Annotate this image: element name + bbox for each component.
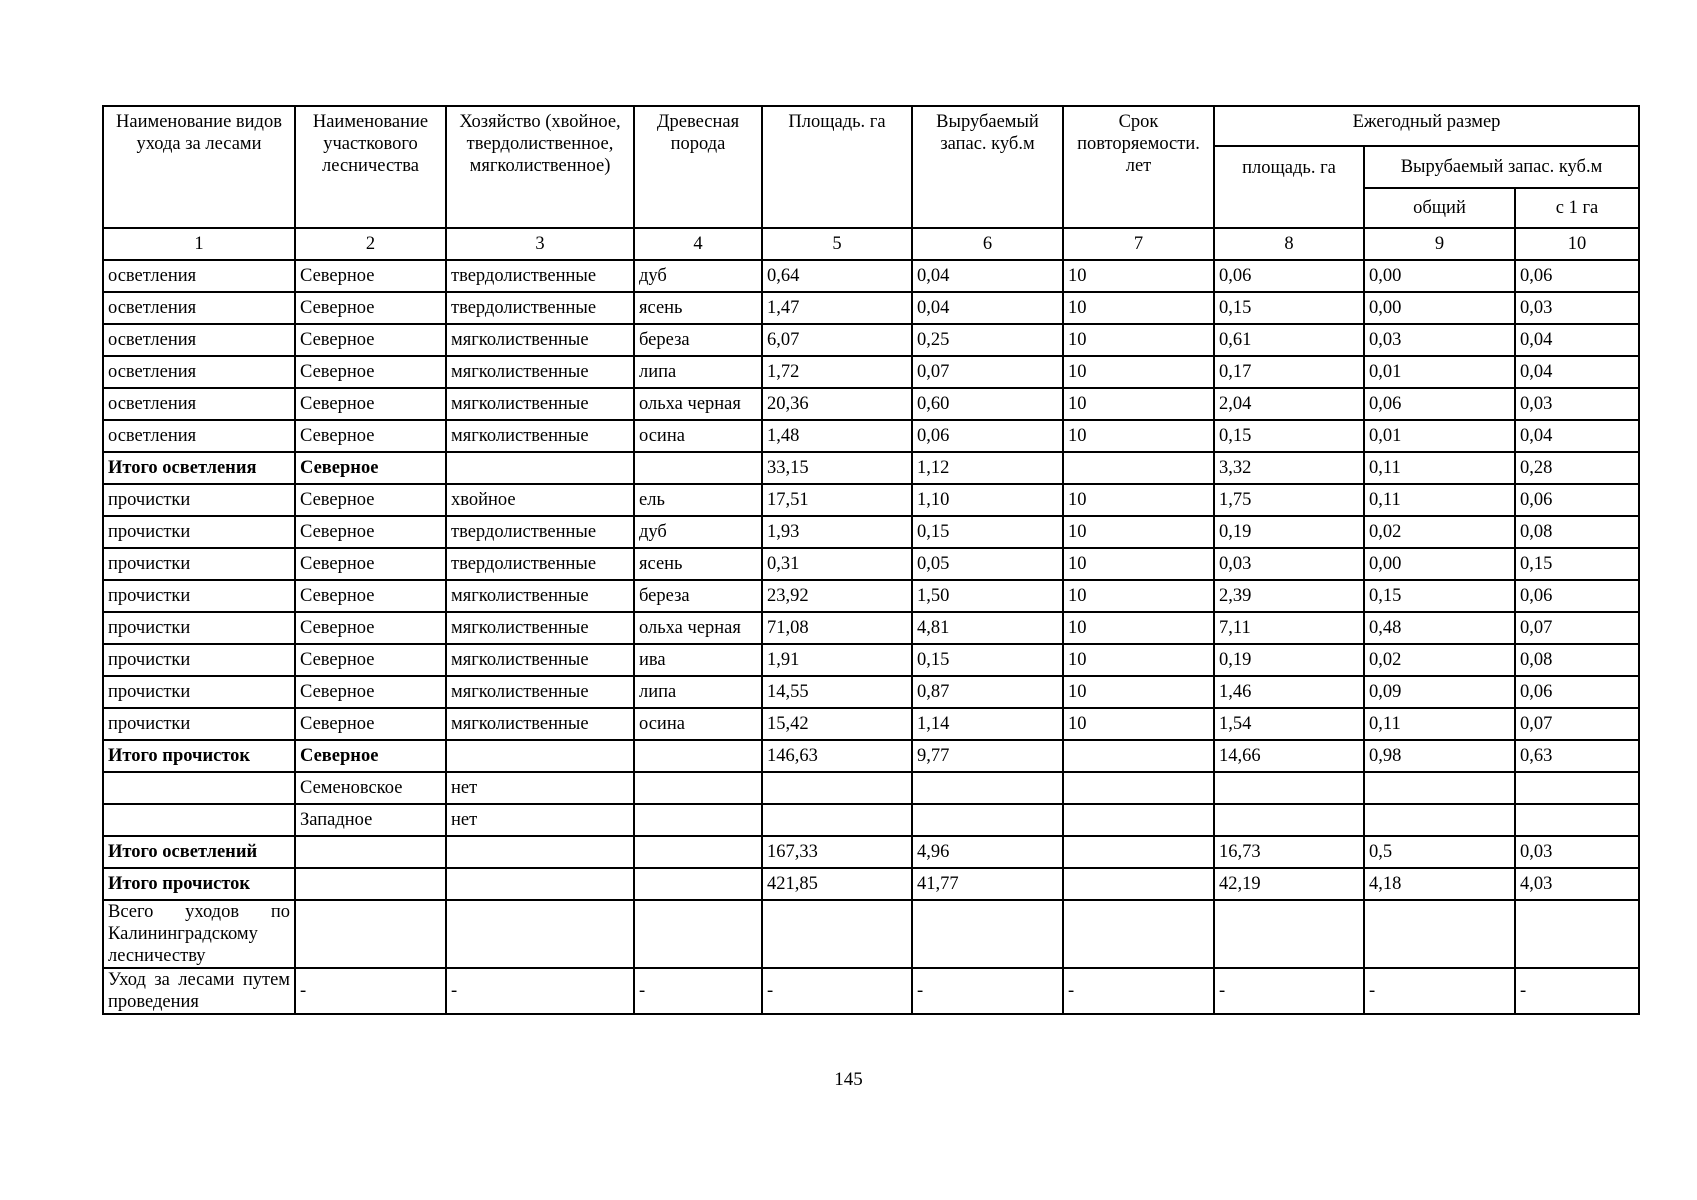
table-cell xyxy=(634,868,762,900)
table-cell: Итого осветления xyxy=(103,452,295,484)
table-total-row xyxy=(103,452,1639,484)
table-cell: Северное xyxy=(295,740,446,772)
table-cell: 0,03 xyxy=(1515,388,1639,420)
table-cell: 0,01 xyxy=(1364,420,1515,452)
table-cell xyxy=(634,804,762,836)
table-cell: 1,48 xyxy=(762,420,912,452)
table-cell: 17,51 xyxy=(762,484,912,516)
table-cell: 0,02 xyxy=(1364,644,1515,676)
table-cell: твердолиственные xyxy=(446,548,634,580)
column-number: 5 xyxy=(762,228,912,260)
header-forestry-district: Наименование участкового лесничества xyxy=(295,106,446,228)
table-row xyxy=(103,900,1639,968)
table-cell: мягколиственные xyxy=(446,420,634,452)
table-cell: хвойное xyxy=(446,484,634,516)
table-cell: 4,03 xyxy=(1515,868,1639,900)
table-cell: Итого осветлений xyxy=(103,836,295,868)
table-cell: прочистки xyxy=(103,644,295,676)
table-total-row xyxy=(103,868,1639,900)
table-row xyxy=(103,548,1639,580)
table-cell xyxy=(912,804,1063,836)
table-cell: 20,36 xyxy=(762,388,912,420)
table-cell xyxy=(634,740,762,772)
table-cell: 0,28 xyxy=(1515,452,1639,484)
table-cell xyxy=(446,868,634,900)
column-number: 1 xyxy=(103,228,295,260)
table-row xyxy=(103,804,1639,836)
table-cell xyxy=(1364,900,1515,968)
table-cell: ольха черная xyxy=(634,612,762,644)
table-cell: осветления xyxy=(103,292,295,324)
table-cell: осина xyxy=(634,420,762,452)
table-cell: осветления xyxy=(103,356,295,388)
table-cell: - xyxy=(446,968,634,1014)
table-cell: липа xyxy=(634,356,762,388)
header-area: Площадь. га xyxy=(762,106,912,228)
table-cell: Северное xyxy=(295,676,446,708)
table-cell xyxy=(634,836,762,868)
table-cell: 0,06 xyxy=(1515,676,1639,708)
table-cell: мягколиственные xyxy=(446,580,634,612)
table-cell: 1,72 xyxy=(762,356,912,388)
table-cell: 421,85 xyxy=(762,868,912,900)
table-cell: твердолиственные xyxy=(446,292,634,324)
table-cell: 0,01 xyxy=(1364,356,1515,388)
table-cell xyxy=(295,868,446,900)
table-cell: 146,63 xyxy=(762,740,912,772)
table-cell: 1,54 xyxy=(1214,708,1364,740)
table-row xyxy=(103,676,1639,708)
table-cell xyxy=(1063,836,1214,868)
table-cell xyxy=(1063,804,1214,836)
table-cell: Северное xyxy=(295,356,446,388)
table-cell: 0,06 xyxy=(1515,260,1639,292)
table-row xyxy=(103,324,1639,356)
table-cell xyxy=(912,772,1063,804)
table-row xyxy=(103,388,1639,420)
header-tree-species: Древесная порода xyxy=(634,106,762,228)
table-cell: 10 xyxy=(1063,356,1214,388)
table-cell: мягколиственные xyxy=(446,676,634,708)
header-repeat-period: Срок повторяемости. лет xyxy=(1063,106,1214,228)
header-economy: Хозяйство (хвойное, твердолиственное, мягколиственное) xyxy=(446,106,634,228)
table-cell: 10 xyxy=(1063,420,1214,452)
table-cell: 0,98 xyxy=(1364,740,1515,772)
table-cell: - xyxy=(1063,968,1214,1014)
table-cell: Северное xyxy=(295,708,446,740)
table-cell: ясень xyxy=(634,548,762,580)
table-cell: 0,19 xyxy=(1214,644,1364,676)
table-row xyxy=(103,292,1639,324)
table-cell: 0,11 xyxy=(1364,708,1515,740)
table-cell xyxy=(634,772,762,804)
page-number: 145 xyxy=(834,1069,863,1090)
table-cell xyxy=(634,900,762,968)
table-cell: осветления xyxy=(103,260,295,292)
table-cell: 0,06 xyxy=(1214,260,1364,292)
column-number: 10 xyxy=(1515,228,1639,260)
table-cell: ель xyxy=(634,484,762,516)
header-annual-volume: Вырубаемый запас. куб.м xyxy=(1364,146,1639,188)
table-cell: 0,06 xyxy=(1515,580,1639,612)
table-cell: 0,05 xyxy=(912,548,1063,580)
table-cell: 0,02 xyxy=(1364,516,1515,548)
table-cell: Северное xyxy=(295,612,446,644)
table-cell: - xyxy=(912,968,1063,1014)
table-cell: твердолиственные xyxy=(446,260,634,292)
column-number: 3 xyxy=(446,228,634,260)
table-cell xyxy=(103,804,295,836)
table-cell xyxy=(912,900,1063,968)
table-cell xyxy=(1063,452,1214,484)
column-number: 4 xyxy=(634,228,762,260)
table-cell: прочистки xyxy=(103,676,295,708)
table-cell: 4,96 xyxy=(912,836,1063,868)
table-cell: Северное xyxy=(295,324,446,356)
header-care-type: Наименование видов ухода за лесами xyxy=(103,106,295,228)
table-cell: 0,03 xyxy=(1515,292,1639,324)
table-cell xyxy=(1063,740,1214,772)
table-cell: 7,11 xyxy=(1214,612,1364,644)
table-cell xyxy=(1063,868,1214,900)
table-cell xyxy=(1515,772,1639,804)
table-cell: 0,07 xyxy=(1515,708,1639,740)
table-cell: 0,15 xyxy=(1214,420,1364,452)
table-cell xyxy=(1063,772,1214,804)
table-cell: 14,66 xyxy=(1214,740,1364,772)
table-cell: 0,31 xyxy=(762,548,912,580)
table-cell: Северное xyxy=(295,420,446,452)
table-cell: прочистки xyxy=(103,580,295,612)
table-cell: нет xyxy=(446,804,634,836)
column-number-row xyxy=(103,228,1639,260)
table-cell xyxy=(446,452,634,484)
table-cell: 0,15 xyxy=(1515,548,1639,580)
table-cell: Северное xyxy=(295,644,446,676)
table-cell: 10 xyxy=(1063,292,1214,324)
header-annual-volume-per-ha: с 1 га xyxy=(1515,188,1639,228)
table-cell xyxy=(446,900,634,968)
table-cell: 0,03 xyxy=(1214,548,1364,580)
table-cell: 1,50 xyxy=(912,580,1063,612)
table-cell: Всего уходов по Калининградскому лесничеству xyxy=(103,900,295,968)
table-cell: 0,19 xyxy=(1214,516,1364,548)
table-cell: 71,08 xyxy=(762,612,912,644)
table-cell: 42,19 xyxy=(1214,868,1364,900)
table-cell: 0,07 xyxy=(1515,612,1639,644)
table-cell: Северное xyxy=(295,388,446,420)
table-cell: Северное xyxy=(295,516,446,548)
table-cell: Семеновское xyxy=(295,772,446,804)
table-cell xyxy=(1515,804,1639,836)
table-cell: 0,61 xyxy=(1214,324,1364,356)
table-cell: 0,00 xyxy=(1364,260,1515,292)
column-number: 7 xyxy=(1063,228,1214,260)
table-cell: 0,15 xyxy=(1214,292,1364,324)
table-cell: мягколиственные xyxy=(446,708,634,740)
table-cell: - xyxy=(762,968,912,1014)
table-cell: 0,04 xyxy=(912,260,1063,292)
table-cell xyxy=(1364,772,1515,804)
table-cell: - xyxy=(1364,968,1515,1014)
table-cell: 15,42 xyxy=(762,708,912,740)
table-cell: мягколиственные xyxy=(446,612,634,644)
table-cell: прочистки xyxy=(103,708,295,740)
table-cell: береза xyxy=(634,580,762,612)
table-cell: 0,06 xyxy=(1515,484,1639,516)
table-cell: 0,09 xyxy=(1364,676,1515,708)
table-cell: 10 xyxy=(1063,548,1214,580)
table-cell: осветления xyxy=(103,420,295,452)
table-cell: 1,10 xyxy=(912,484,1063,516)
table-cell: Итого прочисток xyxy=(103,868,295,900)
table-cell: береза xyxy=(634,324,762,356)
table-cell: нет xyxy=(446,772,634,804)
table-cell: Итого прочисток xyxy=(103,740,295,772)
table-row xyxy=(103,516,1639,548)
table-cell: 0,03 xyxy=(1364,324,1515,356)
table-cell: мягколиственные xyxy=(446,644,634,676)
table-cell: дуб xyxy=(634,260,762,292)
table-cell: 167,33 xyxy=(762,836,912,868)
table-cell: твердолиственные xyxy=(446,516,634,548)
table-row xyxy=(103,612,1639,644)
table-cell: 0,5 xyxy=(1364,836,1515,868)
table-cell: 0,00 xyxy=(1364,292,1515,324)
table-cell: 0,03 xyxy=(1515,836,1639,868)
table-total-row xyxy=(103,740,1639,772)
table-cell: 1,47 xyxy=(762,292,912,324)
header-annual-area: площадь. га xyxy=(1214,146,1364,228)
table-cell: Северное xyxy=(295,292,446,324)
table-cell: прочистки xyxy=(103,516,295,548)
table-cell: ива xyxy=(634,644,762,676)
table-cell: осина xyxy=(634,708,762,740)
column-number: 2 xyxy=(295,228,446,260)
table-cell xyxy=(762,900,912,968)
table-cell: 0,07 xyxy=(912,356,1063,388)
table-cell: 0,15 xyxy=(912,516,1063,548)
table-row xyxy=(103,772,1639,804)
table-cell: прочистки xyxy=(103,484,295,516)
table-cell: 0,64 xyxy=(762,260,912,292)
table-cell xyxy=(1214,804,1364,836)
table-cell: 10 xyxy=(1063,580,1214,612)
column-number: 6 xyxy=(912,228,1063,260)
table-cell xyxy=(634,452,762,484)
table-cell: 4,18 xyxy=(1364,868,1515,900)
table-cell: 41,77 xyxy=(912,868,1063,900)
table-row xyxy=(103,580,1639,612)
table-cell: дуб xyxy=(634,516,762,548)
header-harvest-volume: Вырубаемый запас. куб.м xyxy=(912,106,1063,228)
table-cell: 2,04 xyxy=(1214,388,1364,420)
table-cell: прочистки xyxy=(103,548,295,580)
table-cell: 0,06 xyxy=(912,420,1063,452)
table-cell: 10 xyxy=(1063,484,1214,516)
table-cell: 1,91 xyxy=(762,644,912,676)
table-cell: мягколиственные xyxy=(446,356,634,388)
table-cell: 1,93 xyxy=(762,516,912,548)
column-number: 8 xyxy=(1214,228,1364,260)
table-cell: - xyxy=(1515,968,1639,1014)
table-cell: 10 xyxy=(1063,388,1214,420)
table-cell xyxy=(295,900,446,968)
table-cell: 0,11 xyxy=(1364,484,1515,516)
column-number: 9 xyxy=(1364,228,1515,260)
table-cell: 1,75 xyxy=(1214,484,1364,516)
table-cell: - xyxy=(634,968,762,1014)
table-cell: 23,92 xyxy=(762,580,912,612)
table-cell: - xyxy=(1214,968,1364,1014)
table-cell: 10 xyxy=(1063,644,1214,676)
table-cell: осветления xyxy=(103,324,295,356)
table-cell xyxy=(1214,900,1364,968)
table-cell: 0,63 xyxy=(1515,740,1639,772)
table-cell xyxy=(446,836,634,868)
table-cell xyxy=(762,772,912,804)
table-row xyxy=(103,484,1639,516)
table-cell: 10 xyxy=(1063,708,1214,740)
table-cell: 0,15 xyxy=(912,644,1063,676)
table-cell: 10 xyxy=(1063,676,1214,708)
table-row xyxy=(103,644,1639,676)
table-cell xyxy=(762,804,912,836)
header-annual-volume-total: общий xyxy=(1364,188,1515,228)
table-cell: Северное xyxy=(295,580,446,612)
table-cell: ясень xyxy=(634,292,762,324)
table-cell: 16,73 xyxy=(1214,836,1364,868)
table-cell: Северное xyxy=(295,452,446,484)
table-row xyxy=(103,356,1639,388)
table-cell: осветления xyxy=(103,388,295,420)
table-cell: мягколиственные xyxy=(446,324,634,356)
table-cell: липа xyxy=(634,676,762,708)
table-cell: 0,48 xyxy=(1364,612,1515,644)
table-cell xyxy=(446,740,634,772)
table-cell xyxy=(1364,804,1515,836)
table-cell: Западное xyxy=(295,804,446,836)
table-cell: 6,07 xyxy=(762,324,912,356)
table-cell: Уход за лесами путем проведения xyxy=(103,968,295,1014)
table-cell: 10 xyxy=(1063,260,1214,292)
table-cell: 0,87 xyxy=(912,676,1063,708)
table-cell: 0,17 xyxy=(1214,356,1364,388)
table-cell: 14,55 xyxy=(762,676,912,708)
table-cell xyxy=(295,836,446,868)
table-cell: 0,08 xyxy=(1515,644,1639,676)
table-cell: Северное xyxy=(295,548,446,580)
table-cell: 1,14 xyxy=(912,708,1063,740)
table-cell: ольха черная xyxy=(634,388,762,420)
table-total-row xyxy=(103,836,1639,868)
table-cell xyxy=(1063,900,1214,968)
table-cell xyxy=(1515,900,1639,968)
table-cell: прочистки xyxy=(103,612,295,644)
forest-care-table xyxy=(102,105,1640,1015)
table-cell: Северное xyxy=(295,260,446,292)
table-cell: 4,81 xyxy=(912,612,1063,644)
table-cell: 3,32 xyxy=(1214,452,1364,484)
table-cell: 10 xyxy=(1063,516,1214,548)
table-cell: 0,00 xyxy=(1364,548,1515,580)
table-cell: 0,08 xyxy=(1515,516,1639,548)
table-cell: 0,04 xyxy=(912,292,1063,324)
table-cell: мягколиственные xyxy=(446,388,634,420)
table-row xyxy=(103,708,1639,740)
table-cell: 0,60 xyxy=(912,388,1063,420)
table-cell: - xyxy=(295,968,446,1014)
table-cell: 0,25 xyxy=(912,324,1063,356)
table-cell: 33,15 xyxy=(762,452,912,484)
table-cell: 9,77 xyxy=(912,740,1063,772)
table-body xyxy=(103,228,1639,1014)
table-cell: 0,04 xyxy=(1515,324,1639,356)
table-cell: 0,11 xyxy=(1364,452,1515,484)
table-cell: 1,12 xyxy=(912,452,1063,484)
table-cell xyxy=(1214,772,1364,804)
table-cell xyxy=(103,772,295,804)
table-cell: 0,04 xyxy=(1515,356,1639,388)
table-cell: 2,39 xyxy=(1214,580,1364,612)
table-cell: 10 xyxy=(1063,612,1214,644)
table-cell: 0,04 xyxy=(1515,420,1639,452)
table-row xyxy=(103,260,1639,292)
table-cell: 10 xyxy=(1063,324,1214,356)
table-row xyxy=(103,968,1639,1014)
header-annual-size: Ежегодный размер xyxy=(1214,106,1639,146)
table-cell: 0,15 xyxy=(1364,580,1515,612)
table-cell: 0,06 xyxy=(1364,388,1515,420)
table-row xyxy=(103,420,1639,452)
table-cell: 1,46 xyxy=(1214,676,1364,708)
table-cell: Северное xyxy=(295,484,446,516)
